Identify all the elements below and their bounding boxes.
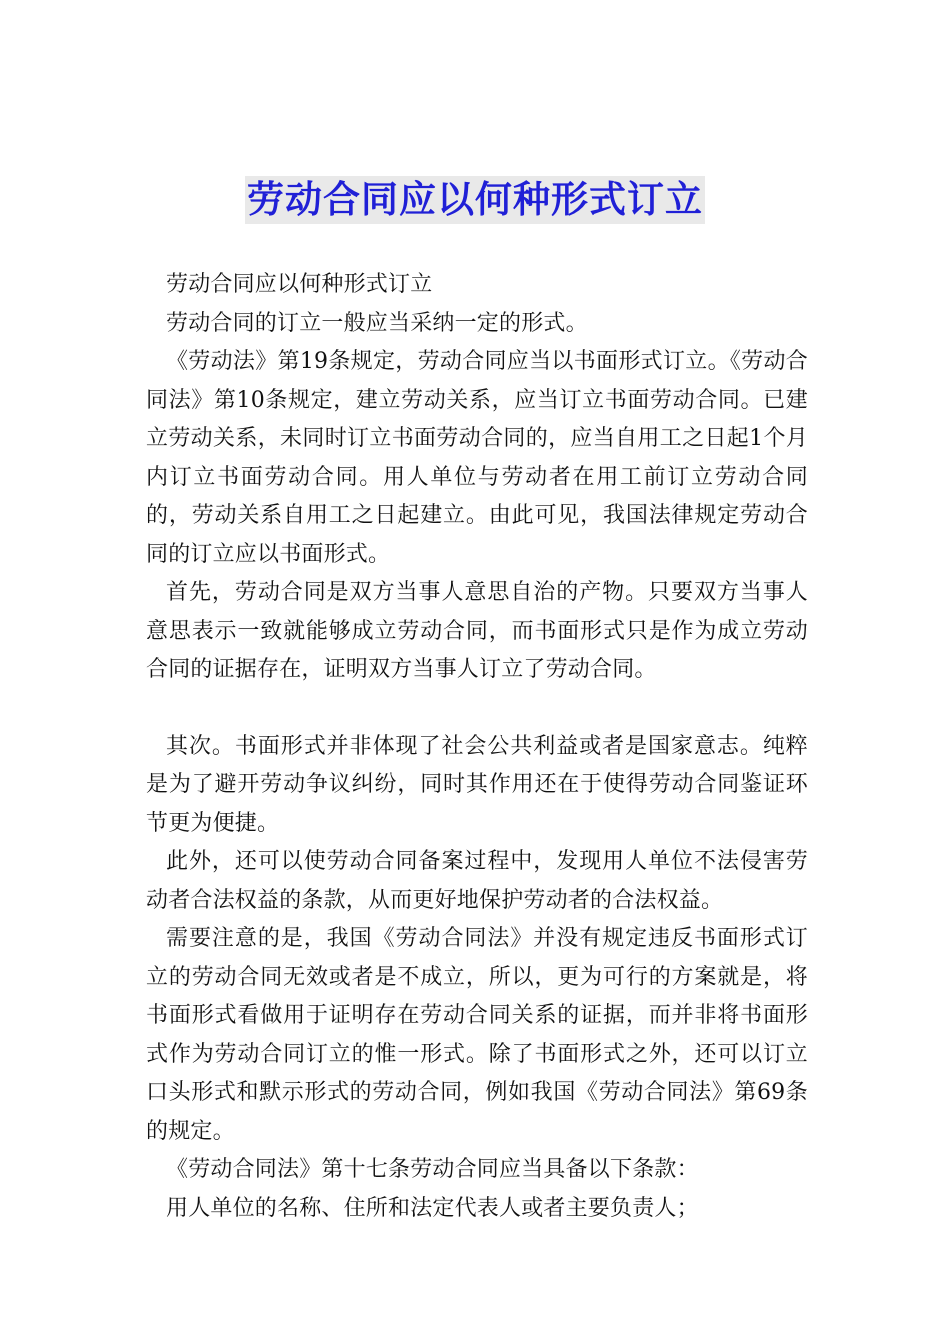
paragraph: 首先，劳动合同是双方当事人意思自治的产物。只要双方当事人意思表示一致就能够成立劳动合同，而书面形式只是作为成立劳动合同的证据存在，证明双方当事人订立了劳动合同。 <box>146 580 808 682</box>
paragraph: 其次。书面形式并非体现了社会公共利益或者是国家意志。纯粹是为了避开劳动争议纠纷，同时其作用还在于使得劳动合同鉴证环节更为便捷。 <box>146 733 808 836</box>
paragraph: 劳动合同应以何种形式订立 <box>166 272 433 297</box>
document-title: 劳动合同应以何种形式订立 <box>245 176 705 224</box>
paragraph: 《劳动法》第19条规定，劳动合同应当以书面形式订立。《劳动合同法》第10条规定，建立劳动关系，应当订立书面劳动合同。已建立劳动关系，未同时订立书面劳动合同的，应当自用工之日起1个月内订立书面劳动合同。用人单位与劳动者在用工前订立劳动合同的，劳动关系自用工之日起建立。由此可见，我国法律规定劳动合同的订立应以书面形式。 <box>146 349 808 567</box>
paragraph: 《劳动合同法》第十七条劳动合同应当具备以下条款： <box>166 1157 699 1182</box>
document-body <box>146 266 808 1228</box>
title-container <box>0 176 950 224</box>
paragraph: 劳动合同的订立一般应当采纳一定的形式。 <box>166 310 588 336</box>
paragraph: 需要注意的是，我国《劳动合同法》并没有规定违反书面形式订立的劳动合同无效或者是不成立，所以，更为可行的方案就是，将书面形式看做用于证明存在劳动合同关系的证据，而并非将书面形式作为劳动合同订立的惟一形式。除了书面形式之外，还可以订立口头形式和默示形式的劳动合同，例如我国《劳动合同法》第69条的规定。 <box>146 926 808 1144</box>
paragraph: 用人单位的名称、住所和法定代表人或者主要负责人； <box>166 1195 699 1221</box>
paragraph: 此外，还可以使劳动合同备案过程中，发现用人单位不法侵害劳动者合法权益的条款，从而更好地保护劳动者的合法权益。 <box>146 849 808 913</box>
